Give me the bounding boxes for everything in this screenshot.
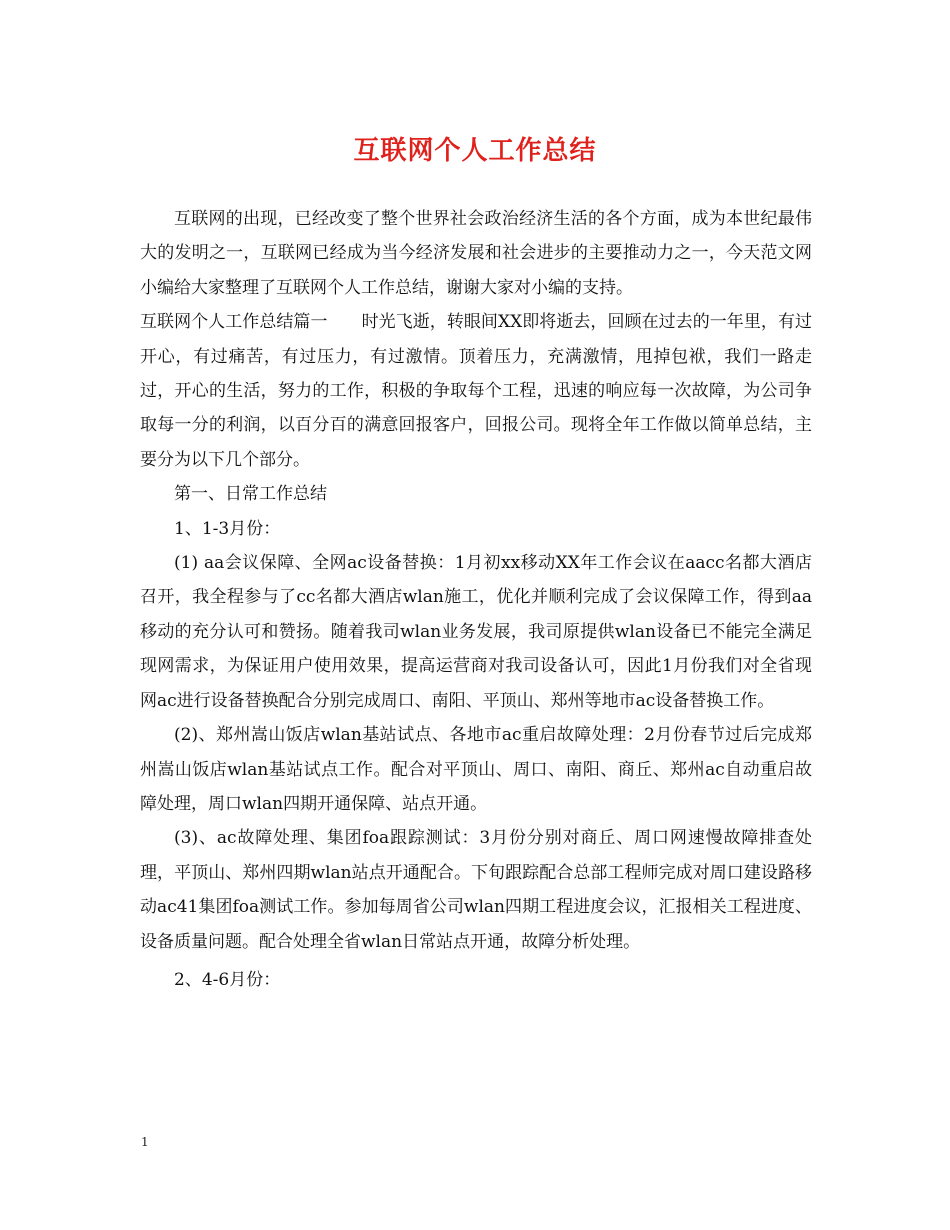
period-heading: 2、4-6月份： bbox=[174, 969, 281, 990]
section-heading: 第一、日常工作总结 bbox=[174, 484, 327, 505]
work-item-paragraph: (2)、郑州嵩山饭店wlan基站试点、各地市ac重启故障处理：2月份春节过后完成郑州嵩山饭店wlan基站试点工作。配合对平顶山、周口、南阳、商丘、郑州ac自动重启故障处理，周口wlan四期开通保障、站点开通。 bbox=[140, 725, 812, 814]
document-title: 互联网个人工作总结 bbox=[353, 136, 597, 166]
section-paragraph: 互联网个人工作总结篇一 时光飞逝，转眼间XX即将逝去，回顾在过去的一年里，有过开心，有过痛苦，有过压力，有过激情。顶着压力，充满激情，甩掉包袱，我们一路走过，开心的生活，努力的工作，积极的争取每个工程，迅速的响应每一次故障，为公司争取每一分的利润，以百分百的满意回报客户，回报公司。现将全年工作做以简单总结，主要分为以下几个部分。 bbox=[140, 312, 812, 470]
document-body bbox=[140, 202, 812, 997]
page-number: 1 bbox=[141, 1135, 149, 1149]
work-item-paragraph: (1) aa会议保障、全网ac设备替换：1月初xx移动XX年工作会议在aacc名都大酒店召开，我全程参与了cc名都大酒店wlan施工，优化并顺利完成了会议保障工作，得到aa移动的充分认可和赞扬。随着我司wlan业务发展，我司原提供wlan设备已不能完全满足现网需求，为保证用户使用效果，提高运营商对我司设备认可，因此1月份我们对全省现网ac进行设备替换配合分别完成周口、南阳、平顶山、郑州等地市ac设备替换工作。 bbox=[140, 553, 812, 711]
period-heading: 1、1-3月份： bbox=[174, 518, 281, 539]
intro-paragraph: 互联网的出现，已经改变了整个世界社会政治经济生活的各个方面，成为本世纪最伟大的发明之一，互联网已经成为当今经济发展和社会进步的主要推动力之一，今天范文网小编给大家整理了互联网个人工作总结，谢谢大家对小编的支持。 bbox=[140, 209, 812, 298]
work-item-paragraph: (3)、ac故障处理、集团foa跟踪测试：3月份分别对商丘、周口网速慢故障排查处理，平顶山、郑州四期wlan站点开通配合。下旬跟踪配合总部工程师完成对周口建设路移动ac41集团foa测试工作。参加每周省公司wlan四期工程进度会议，汇报相关工程进度、设备质量问题。配合处理全省wlan日常站点开通，故障分析处理。 bbox=[140, 828, 812, 952]
